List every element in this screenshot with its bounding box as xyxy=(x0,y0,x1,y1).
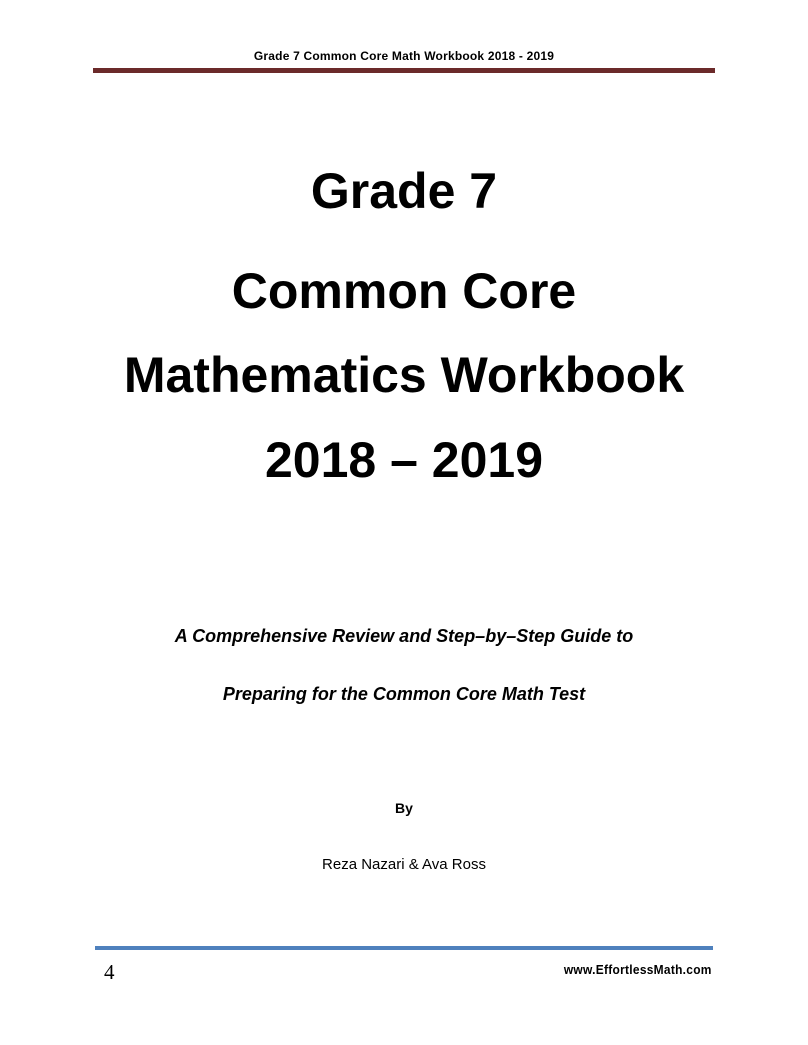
running-header: Grade 7 Common Core Math Workbook 2018 - 2019 xyxy=(253,49,555,63)
header-divider xyxy=(93,68,715,73)
page-number: 4 xyxy=(104,960,115,984)
by-label: By xyxy=(395,800,413,816)
website-url: www.EffortlessMath.com xyxy=(564,962,712,977)
title-line-workbook: Mathematics Workbook xyxy=(123,347,685,403)
subtitle-line-2: Preparing for the Common Core Math Test xyxy=(222,684,586,704)
title-line-common-core: Common Core xyxy=(231,263,577,319)
title-line-years: 2018 – 2019 xyxy=(264,432,544,488)
footer-divider xyxy=(95,946,713,950)
subtitle-line-1: A Comprehensive Review and Step–by–Step Guide to xyxy=(174,626,634,646)
author-names: Reza Nazari & Ava Ross xyxy=(322,856,486,873)
title-line-grade: Grade 7 xyxy=(310,163,498,219)
